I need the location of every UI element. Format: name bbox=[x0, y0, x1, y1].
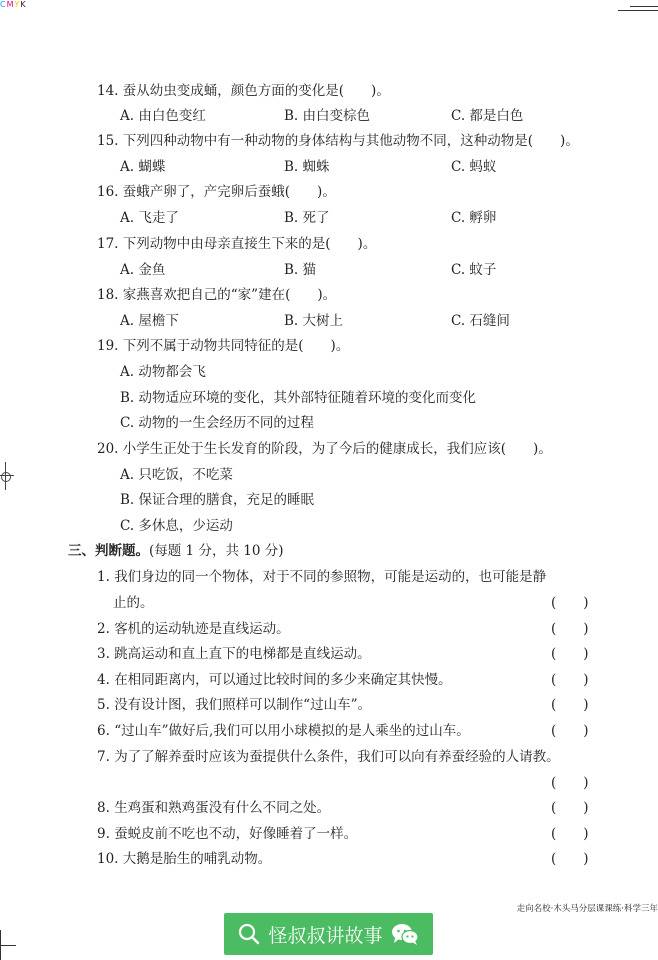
answer-blank[interactable]: ( ) bbox=[551, 826, 589, 842]
option: A. 蝴蝶 bbox=[120, 159, 166, 175]
answer-blank[interactable]: ( ) bbox=[551, 851, 589, 867]
crop-mark bbox=[0, 945, 16, 946]
answer-blank[interactable]: ( ) bbox=[551, 697, 589, 713]
section-title: 三、判断题。 bbox=[68, 543, 149, 559]
item-text: 没有设计图，我们照样可以制作“过山车”。 bbox=[114, 697, 371, 713]
answer-blank[interactable]: ( ) bbox=[551, 646, 589, 662]
judge-item-5 bbox=[97, 697, 371, 713]
answer-blank[interactable]: ( ) bbox=[551, 723, 589, 739]
question-stem: 下列不属于动物共同特征的是( )。 bbox=[122, 338, 350, 354]
option: C. 多休息，少运动 bbox=[120, 518, 233, 534]
answer-blank[interactable]: ( ) bbox=[551, 595, 589, 611]
option: C. 蚂蚁 bbox=[451, 159, 497, 175]
option: B. 死了 bbox=[284, 210, 330, 226]
section-heading bbox=[68, 543, 283, 559]
option: A. 屋檐下 bbox=[120, 313, 179, 329]
question-number: 17. bbox=[97, 236, 119, 252]
cmyk-m: M bbox=[6, 0, 15, 9]
question-stem: 下列四种动物中有一种动物的身体结构与其他动物不同，这种动物是( )。 bbox=[122, 133, 579, 149]
option: A. 动物都会飞 bbox=[120, 364, 206, 380]
answer-blank[interactable]: ( ) bbox=[551, 621, 589, 637]
answer-blank[interactable]: ( ) bbox=[551, 800, 589, 816]
crop-mark bbox=[630, 6, 658, 7]
judge-item-1-cont: 止的。 bbox=[113, 595, 154, 611]
option: A. 金鱼 bbox=[120, 262, 166, 278]
item-number: 4. bbox=[97, 672, 110, 688]
item-number: 5. bbox=[97, 697, 110, 713]
cmyk-y: Y bbox=[14, 0, 21, 9]
item-number: 1. bbox=[97, 569, 110, 585]
judge-item-10 bbox=[97, 851, 271, 867]
registration-circle bbox=[1, 472, 11, 482]
judge-item-7 bbox=[97, 749, 560, 765]
question-stem: 蚕蛾产卵了，产完卵后蚕蛾( )。 bbox=[122, 184, 336, 200]
question-19 bbox=[97, 338, 349, 354]
item-number: 8. bbox=[97, 800, 110, 816]
option: C. 孵卵 bbox=[451, 210, 497, 226]
item-number: 2. bbox=[97, 621, 110, 637]
question-number: 19. bbox=[97, 338, 119, 354]
judge-item-3 bbox=[97, 646, 371, 662]
question-18 bbox=[97, 287, 336, 303]
item-number: 10. bbox=[97, 851, 119, 867]
option: C. 石缝间 bbox=[451, 313, 510, 329]
item-text: 客机的运动轨迹是直线运动。 bbox=[114, 621, 290, 637]
item-text: 生鸡蛋和熟鸡蛋没有什么不同之处。 bbox=[114, 800, 331, 816]
judge-item-8 bbox=[97, 800, 330, 816]
judge-item-2 bbox=[97, 621, 290, 637]
question-15 bbox=[97, 133, 579, 149]
item-text: 跳高运动和直上直下的电梯都是直线运动。 bbox=[114, 646, 371, 662]
option: A. 由白色变红 bbox=[120, 108, 206, 124]
option: B. 大树上 bbox=[284, 313, 344, 329]
option: B. 猫 bbox=[284, 262, 317, 278]
question-number: 18. bbox=[97, 287, 119, 303]
item-number: 6. bbox=[97, 723, 110, 739]
question-14 bbox=[97, 83, 390, 99]
option: A. 飞走了 bbox=[120, 210, 179, 226]
question-number: 14. bbox=[97, 83, 119, 99]
question-number: 20. bbox=[97, 441, 119, 457]
wechat-banner[interactable] bbox=[224, 913, 433, 955]
cmyk-color-bar bbox=[0, 0, 27, 9]
cmyk-k: K bbox=[20, 0, 27, 9]
question-20 bbox=[97, 441, 552, 457]
item-text: “过山车”做好后,我们可以用小球模拟的是人乘坐的过山车。 bbox=[114, 723, 470, 739]
question-number: 16. bbox=[97, 184, 119, 200]
judge-item-4 bbox=[97, 672, 452, 688]
answer-blank[interactable]: ( ) bbox=[551, 672, 589, 688]
banner-text: 怪叔叔讲故事 bbox=[268, 924, 383, 947]
item-text: 大鹅是胎生的哺乳动物。 bbox=[122, 851, 272, 867]
question-17 bbox=[97, 236, 376, 252]
question-stem: 家燕喜欢把自己的“家”建在( )。 bbox=[122, 287, 337, 303]
option: C. 都是白色 bbox=[451, 108, 524, 124]
wechat-icon bbox=[391, 922, 419, 946]
score-note: (每题 1 分，共 10 分) bbox=[149, 543, 284, 559]
option: A. 只吃饭，不吃菜 bbox=[120, 467, 233, 483]
item-number: 3. bbox=[97, 646, 110, 662]
question-stem: 下列动物中由母亲直接生下来的是( )。 bbox=[122, 236, 377, 252]
search-icon bbox=[238, 923, 260, 945]
question-stem: 蚕从幼虫变成蛹，颜色方面的变化是( )。 bbox=[122, 83, 390, 99]
judge-item-6 bbox=[97, 723, 470, 739]
option: B. 由白变棕色 bbox=[284, 108, 371, 124]
item-text: 蚕蜕皮前不吃也不动，好像睡着了一样。 bbox=[114, 826, 358, 842]
item-text: 我们身边的同一个物体，对于不同的参照物，可能是运动的，也可能是静 bbox=[114, 569, 547, 585]
judge-item-1 bbox=[97, 569, 546, 585]
question-16 bbox=[97, 184, 336, 200]
option: B. 保证合理的膳食，充足的睡眠 bbox=[120, 492, 315, 508]
answer-blank[interactable]: ( ) bbox=[551, 775, 589, 791]
cmyk-c: C bbox=[0, 0, 7, 9]
footer-series-title: 走向名校·木头马分层课课练·科学三年 bbox=[516, 904, 658, 914]
item-number: 7. bbox=[97, 749, 110, 765]
item-number: 9. bbox=[97, 826, 110, 842]
option: C. 蚊子 bbox=[451, 262, 497, 278]
judge-item-9 bbox=[97, 826, 357, 842]
option: C. 动物的一生会经历不同的过程 bbox=[120, 415, 314, 431]
option: B. 蜘蛛 bbox=[284, 159, 330, 175]
option: B. 动物适应环境的变化，其外部特征随着环境的变化而变化 bbox=[120, 390, 477, 406]
item-text: 为了了解养蚕时应该为蚕提供什么条件，我们可以向有养蚕经验的人请教。 bbox=[114, 749, 560, 765]
item-text: 在相同距离内，可以通过比较时间的多少来确定其快慢。 bbox=[114, 672, 452, 688]
question-stem: 小学生正处于生长发育的阶段，为了今后的健康成长，我们应该( )。 bbox=[122, 441, 552, 457]
question-number: 15. bbox=[97, 133, 119, 149]
crop-mark bbox=[618, 10, 658, 11]
